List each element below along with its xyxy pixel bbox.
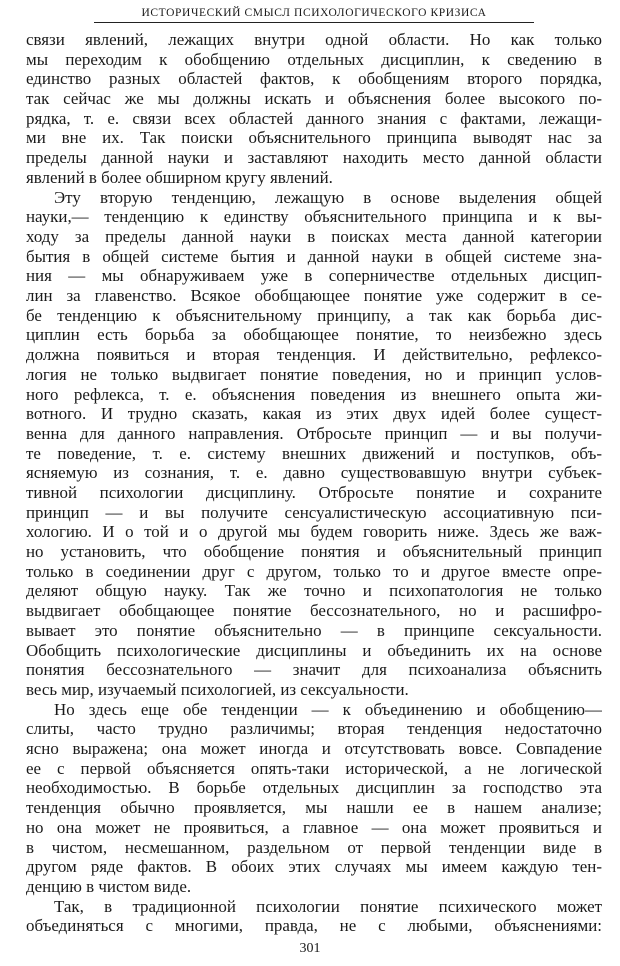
text-line: мы переходим к обобщению отдельных дисциплин, к сведению в <box>26 49 602 69</box>
text-line: циплин есть борьба за обобщающее понятие, то неизбежно здесь <box>26 325 602 345</box>
text-line: но она может не проявиться, а главное — она может проявиться и <box>26 817 602 837</box>
text-line: науки,— тенденцию к единству объяснительного принципа и к вы- <box>26 207 602 227</box>
text-line: принцип — и вы получите сенсуалистическую ассоциативную пси- <box>26 502 602 522</box>
text-line: ходу за пределы данной науки в поисках места данной категории <box>26 226 602 246</box>
text-line: ясно выражена; она может иногда и отсутствовать вовсе. Совпадение <box>26 739 602 759</box>
text-line: бе тенденцию к объяснительному принципу, а так как борьба дис- <box>26 305 602 325</box>
running-head: ИСТОРИЧЕСКИЙ СМЫСЛ ПСИХОЛОГИЧЕСКОГО КРИЗИСА <box>94 6 534 23</box>
text-line: те поведение, т. е. систему внешних движений и поступков, объ- <box>26 443 602 463</box>
text-line: явлений в более обширном кругу явлений. <box>26 167 333 187</box>
text-line: пределы данной науки и заставляют находить место данной области <box>26 148 602 168</box>
text-line: весь мир, изучаемый психологией, из сексуальности. <box>26 679 409 699</box>
text-line: вотного. И трудно сказать, какая из этих двух идей более сущест- <box>26 404 602 424</box>
text-line: объединяться с многими, правда, не с любыми, объяснениями: <box>26 916 602 936</box>
text-line: рядка, т. е. связи всех областей данного знания с фактами, лежащи- <box>26 108 602 128</box>
text-line: ного рефлекса, т. е. объяснения поведения из внешнего опыта жи- <box>26 384 602 404</box>
text-line: бытия в общей системе бытия и данной науки в общей системе зна- <box>26 246 602 266</box>
text-line: вывает это понятие объяснительно — в принципе сексуальности. <box>26 620 602 640</box>
text-line: Эту вторую тенденцию, лежащую в основе выделения общей <box>54 187 602 207</box>
text-line: хологию. И о той и о другой мы будем говорить ниже. Здесь же важ- <box>26 522 602 542</box>
text-line: должна появиться и вторая тенденция. И действительно, рефлексо- <box>26 345 602 365</box>
text-line: денцию в чистом виде. <box>26 876 192 896</box>
text-line: единство разных областей фактов, к обобщениям второго порядка, <box>26 69 602 89</box>
text-line: только в соединении друг с другом, только то и другое вместе опре- <box>26 561 602 581</box>
text-line: но установить, что обобщение понятия и объяснительный принцип <box>26 542 602 562</box>
text-line: логия не только выдвигает понятие поведения, но и принцип услов- <box>26 364 602 384</box>
text-line: слиты, часто трудно различимы; вторая тенденция недостаточно <box>26 719 602 739</box>
text-line: ясняемую из сознания, т. е. давно существовавшую внутри субъек- <box>26 463 602 483</box>
text-line: венна для данного направления. Отбросьте принцип — и вы получи- <box>26 423 602 443</box>
text-line: необходимостью. В борьбе отдельных дисциплин за господство эта <box>26 778 602 798</box>
text-line: тенденция обычно проявляется, мы нашли ее в нашем анализе; <box>26 798 602 818</box>
text-line: ния — мы обнаруживаем уже в соперничестве отдельных дисцип- <box>26 266 602 286</box>
text-line: связи явлений, лежащих внутри одной области. Но как только <box>26 30 602 49</box>
text-line: так сейчас же мы должны искать и объяснения более высокого по- <box>26 89 602 109</box>
text-line: Так, в традиционной психологии понятие психического может <box>54 896 602 916</box>
text-line: лин за главенство. Всякое обобщающее понятие уже содержит в се- <box>26 286 602 306</box>
text-line: другом ряде фактов. В обоих этих случаях мы имеем каждую тен- <box>26 857 602 877</box>
text-line: Но здесь еще обе тенденции — к объединению и обобщению— <box>54 699 602 719</box>
text-line: Обобщить психологические дисциплины и объединить их на основе <box>26 640 602 660</box>
text-line: ее с первой объясняется опять-таки исторической, а не логической <box>26 758 602 778</box>
text-line: деляют общую науку. Так же точно и психопатология не только <box>26 581 602 601</box>
page-number: 301 <box>299 941 321 956</box>
text-line: понятия бессознательного — значит для психоанализа объяснить <box>26 660 602 680</box>
text-line: ми вне их. Так поиски объяснительного принципа выводят нас за <box>26 128 602 148</box>
text-line: тивной психологии дисциплину. Отбросьте понятие и сохраните <box>26 483 602 502</box>
text-line: выдвигает обобщающее понятие бессознательного, но и расшифро- <box>26 601 602 621</box>
text-line: в чистом, несмешанном, раздельном от первой тенденции виде в <box>26 837 602 857</box>
